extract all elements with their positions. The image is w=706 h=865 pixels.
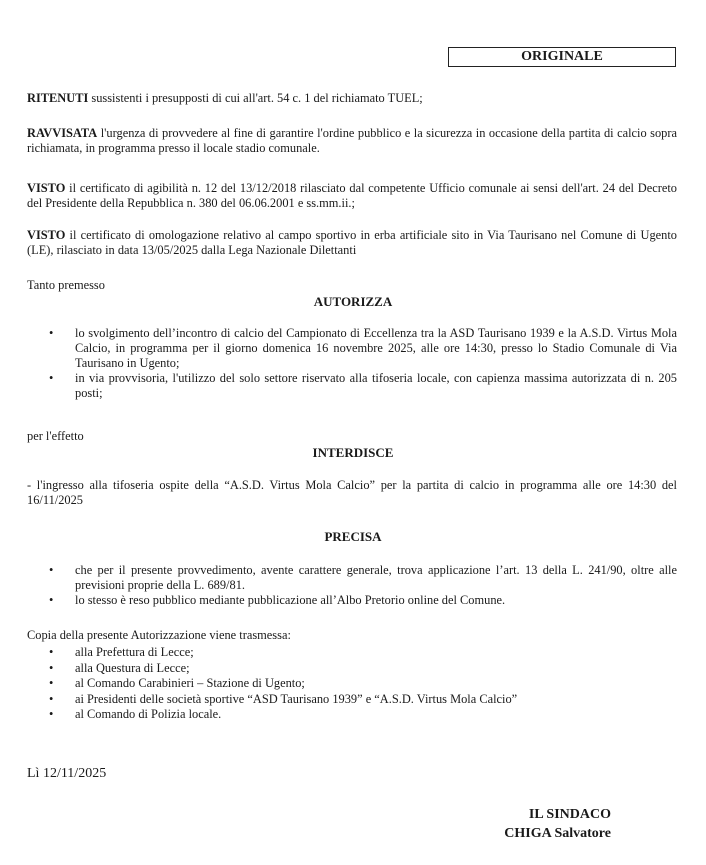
bullet-icon: • (49, 645, 54, 659)
heading-autorizza: AUTORIZZA (313, 294, 393, 309)
original-stamp: ORIGINALE (448, 47, 676, 67)
list-item-text: al Comando Carabinieri – Stazione di Ugento; (75, 676, 305, 690)
premise-lead: RITENUTI (27, 91, 89, 105)
premise-visto-omologazione (27, 228, 677, 258)
list-item-text: che per il presente provvedimento, avente carattere generale, trova applicazione l’art. 13 della L. 241/90, oltre alle previsioni proprie della L. 689/81. (75, 563, 677, 592)
premise-ritenuti (27, 91, 677, 106)
premise-text: l'urgenza di provvedere al fine di garantire l'ordine pubblico e la sicurezza in occasione della partita di calcio sopra richiamata, in programma presso il locale stadio comunale. (27, 126, 677, 155)
list-item-text: lo svolgimento dell’incontro di calcio del Campionato di Eccellenza tra la ASD Taurisano 1939 e la A.S.D. Virtus Mola Calcio, in programma per il giorno domenica 16 novembre 2025, alle ore 14:30, presso lo Stadio Comunale di Via Taurisano in Ugento; (75, 326, 677, 370)
precisa-list (27, 563, 677, 608)
list-item-text: lo stesso è reso pubblico mediante pubblicazione all’Albo Pretorio online del Comune. (75, 593, 506, 607)
list-item (27, 676, 677, 692)
list-item (27, 371, 677, 401)
premise-text: il certificato di omologazione relativo al campo sportivo in erba artificiale sito in Via Taurisano nel Comune di Ugento (LE), rilasciato in data 13/05/2025 dalla Lega Nazionale Dilettanti (27, 228, 677, 257)
list-item (27, 707, 677, 723)
list-item (27, 326, 677, 371)
copia-intro: Copia della presente Autorizzazione viene trasmessa: (27, 628, 291, 642)
list-item (27, 593, 677, 608)
list-item (27, 692, 677, 708)
premise-ravvisata (27, 126, 677, 156)
premise-lead: VISTO (27, 181, 66, 195)
signature-title: IL SINDACO (528, 807, 611, 822)
document-date: Lì 12/11/2025 (27, 766, 107, 781)
list-item (27, 563, 677, 593)
heading-interdisce: INTERDISCE (312, 445, 394, 460)
list-item-text: ai Presidenti delle società sportive “ASD Taurisano 1939” e “A.S.D. Virtus Mola Calcio” (75, 691, 518, 706)
bullet-icon: • (49, 563, 54, 577)
premise-lead: RAVVISATA (27, 126, 98, 140)
premise-visto-agibilita (27, 181, 677, 211)
per-effetto: per l'effetto (27, 429, 84, 443)
bullet-icon: • (49, 593, 54, 607)
heading-precisa: PRECISA (324, 529, 382, 544)
bullet-icon: • (49, 660, 54, 675)
premise-lead: VISTO (27, 228, 66, 242)
tanto-premesso: Tanto premesso (27, 278, 105, 292)
bullet-icon: • (49, 707, 54, 721)
list-item-text: in via provvisoria, l'utilizzo del solo settore riservato alla tifoseria locale, con capienza massima autorizzata di n. 205 posti; (75, 371, 677, 400)
list-item-text: al Comando di Polizia locale. (75, 707, 222, 721)
premise-text: il certificato di agibilità n. 12 del 13/12/2018 rilasciato dal competente Ufficio comunale ai sensi dell'art. 24 del Decreto del Presidente della Repubblica n. 380 del 06.06.2001 e ss.mm.ii.; (27, 181, 677, 210)
signature-name: CHIGA Salvatore (504, 826, 611, 841)
bullet-icon: • (49, 326, 54, 340)
list-item-text: alla Questura di Lecce; (75, 660, 190, 675)
bullet-icon: • (49, 676, 54, 690)
interdisce-text: - l'ingresso alla tifoseria ospite della “A.S.D. Virtus Mola Calcio” per la partita di calcio in programma alle ore 14:30 del 16/11/2025 (27, 478, 677, 507)
list-item-text: alla Prefettura di Lecce; (75, 645, 194, 659)
list-item (27, 645, 677, 661)
autorizza-list (27, 326, 677, 401)
list-item (27, 661, 677, 677)
copia-list (27, 645, 677, 723)
bullet-icon: • (49, 371, 54, 385)
bullet-icon: • (49, 691, 54, 706)
premise-text: sussistenti i presupposti di cui all'art. 54 c. 1 del richiamato TUEL; (88, 91, 423, 105)
